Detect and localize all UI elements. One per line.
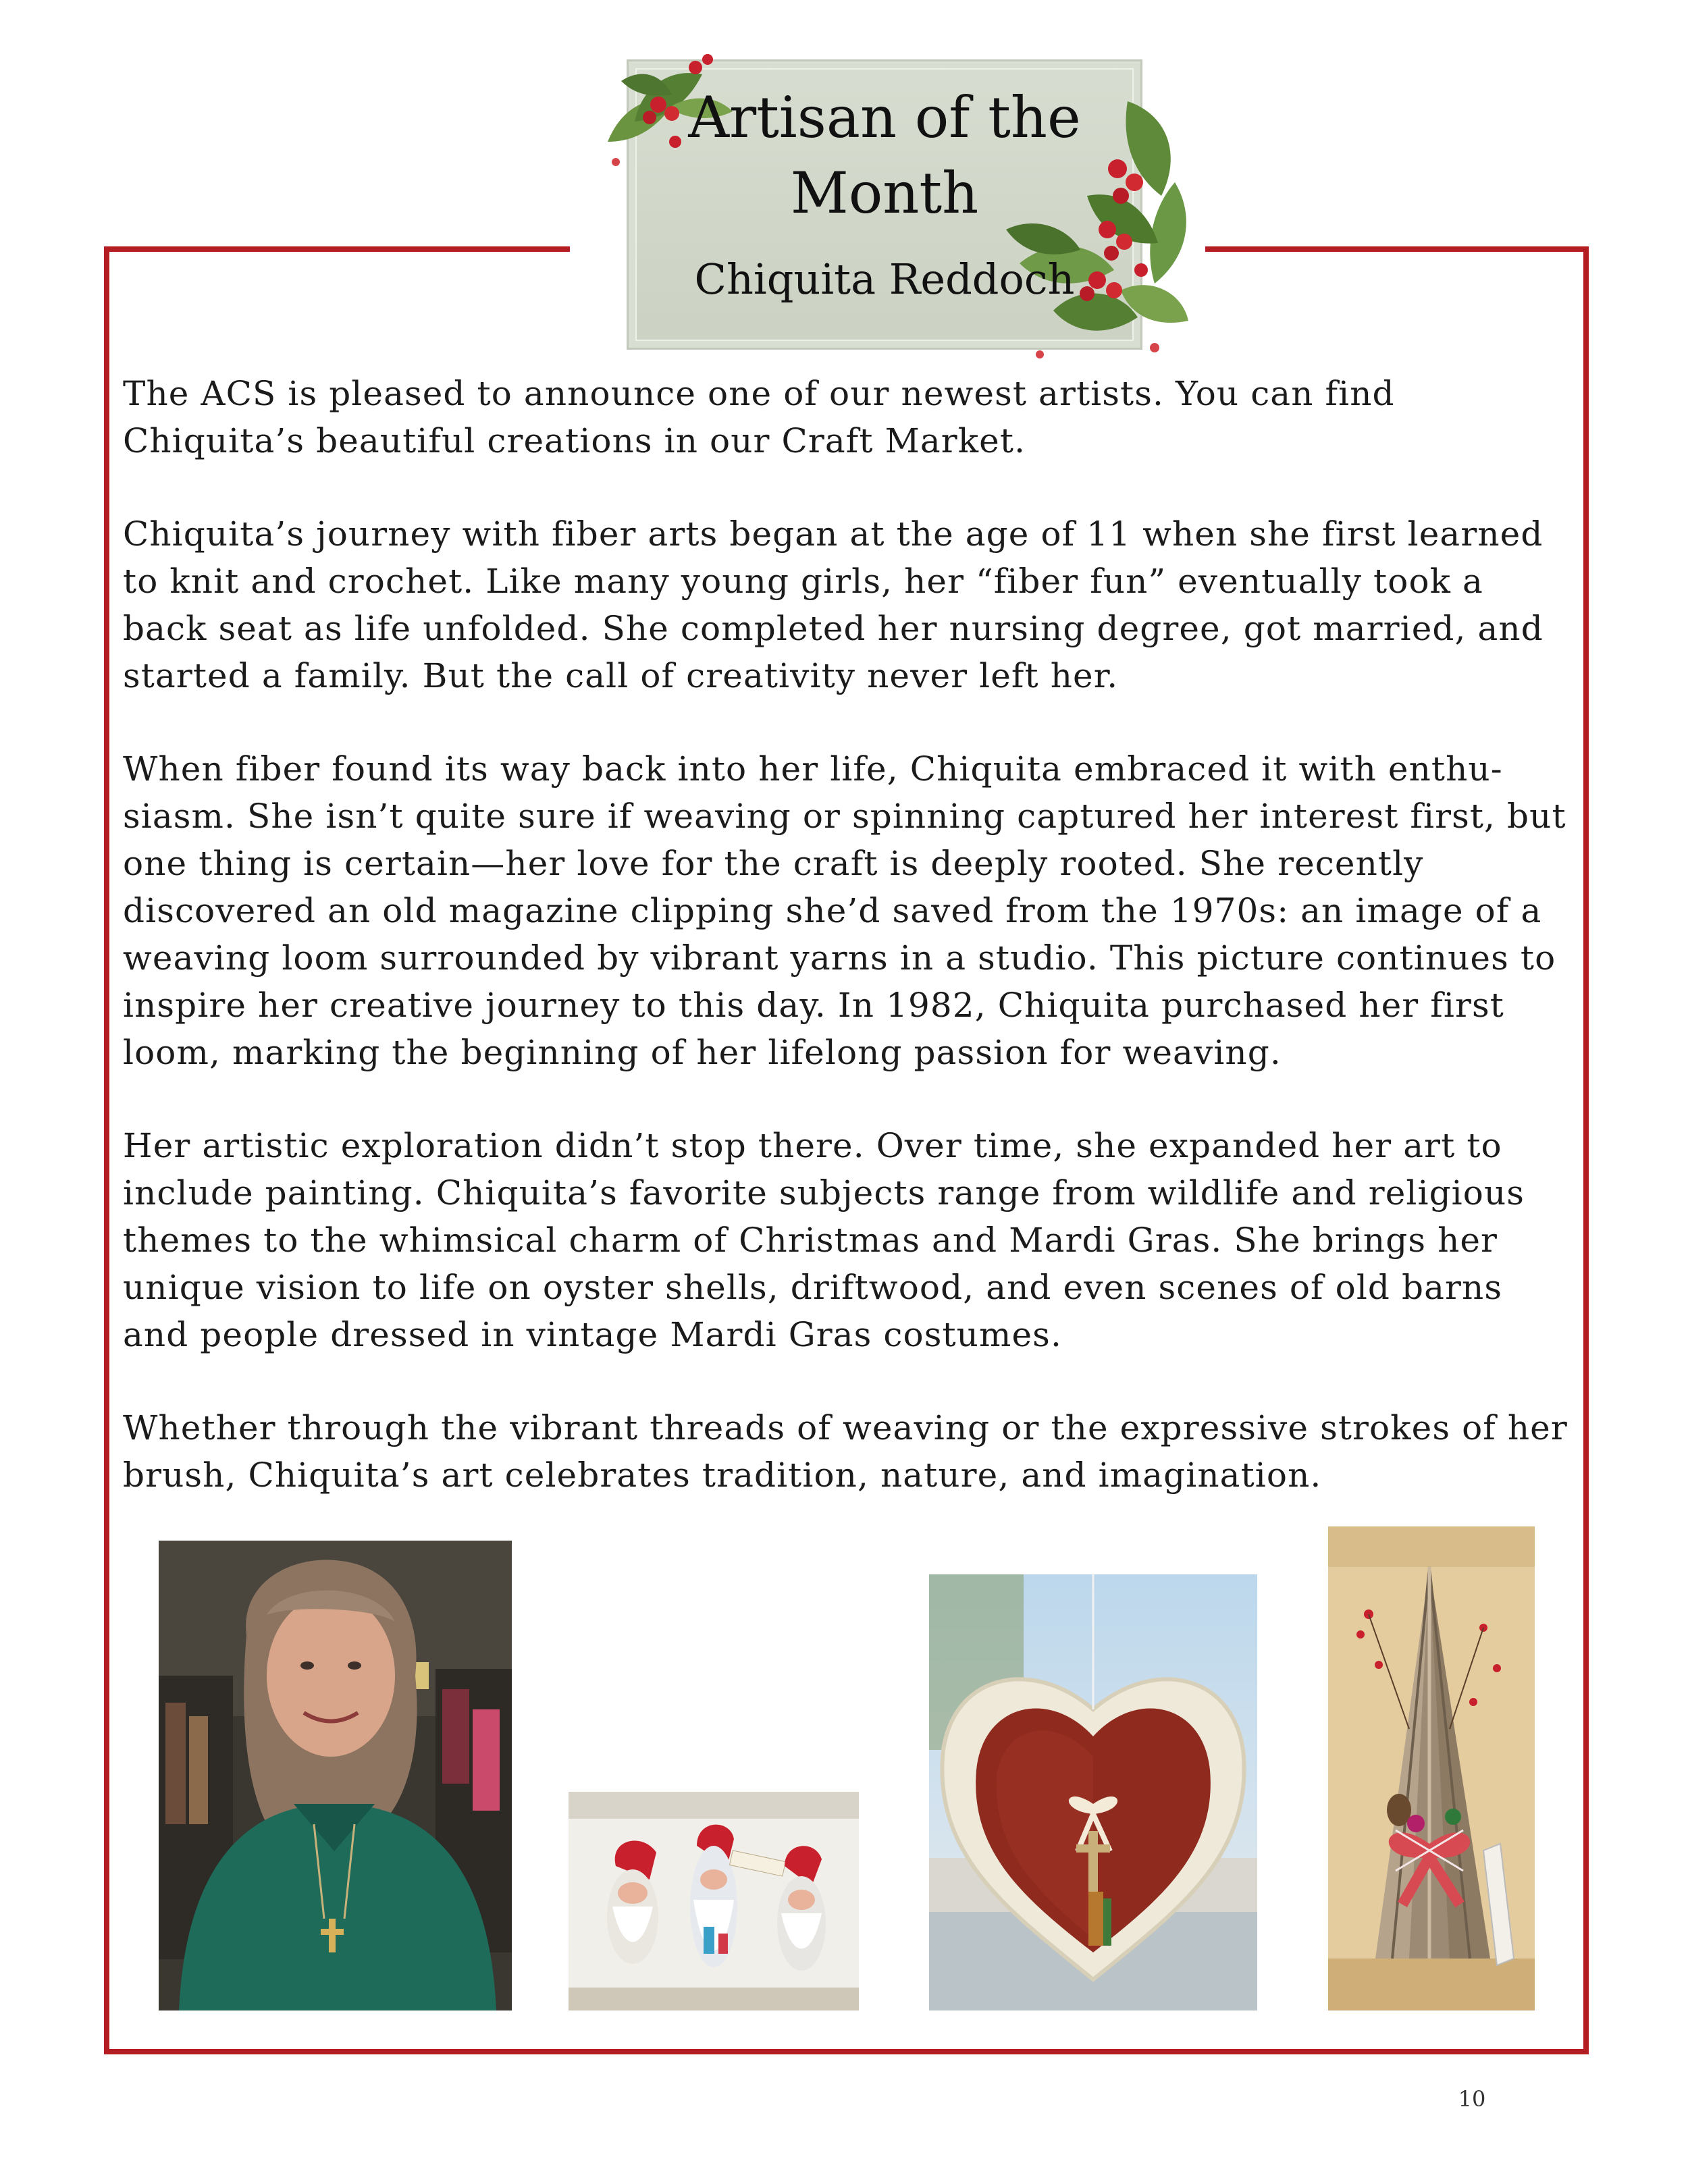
page-title: Artisan of the Month bbox=[688, 84, 1081, 226]
frame-border-top-left bbox=[104, 246, 570, 252]
article-paragraph: Whether through the vibrant threads of weaving or the expressive strokes of her brush, Chiquita’s art celebrates tradition, nature, and imagination. bbox=[123, 1408, 1568, 1495]
frame-border-bottom bbox=[104, 2049, 1589, 2054]
artist-name: Chiquita Reddoch bbox=[694, 255, 1075, 304]
article-paragraph: Chiquita’s journey with fiber arts began at the age of 11 when she first learned to knit and crochet. Like many young girls, her “fiber fun” eventually took a back seat as life unfolded. She completed her nursing degree, got married, and started a family. But the call of creativity never left her. bbox=[123, 514, 1544, 695]
article-paragraph: When fiber found its way back into her life, Chiquita embraced it with enthu-siasm. She isn’t quite sure if weaving or spinning captured her interest first, but one thing is certain—her love for the craft is deeply rooted. She recently discovered an old magazine clipping she’d saved from the 1970s: an image of a weaving loom surrounded by vibrant yarns in a studio. This picture continues to inspire her creative journey to this day. In 1982, Chiquita purchased her first loom, marking the beginning of her lifelong passion for weaving. bbox=[123, 749, 1566, 1072]
article-body bbox=[123, 370, 1575, 1545]
heart-ornament-photo bbox=[929, 1574, 1257, 2010]
article-paragraph: Her artistic exploration didn’t stop there. Over time, she expanded her art to include painting. Chiquita’s favorite subjects range from wildlife and religious themes to the whimsical charm of Christmas and Mardi Gras. She brings her unique vision to life on oyster shells, driftwood, and even scenes of old barns and people dressed in vintage Mardi Gras costumes. bbox=[123, 1126, 1525, 1354]
frame-border-left bbox=[104, 246, 109, 2054]
page-number: 10 bbox=[1458, 2086, 1486, 2112]
santa-ornaments-photo bbox=[569, 1792, 859, 2010]
frame-border-right bbox=[1583, 246, 1589, 2054]
frame-border-top-right bbox=[1205, 246, 1589, 252]
portrait-photo bbox=[159, 1541, 512, 2010]
article-paragraph: The ACS is pleased to announce one of our newest artists. You can find Chiquita’s beautiful creations in our Craft Market. bbox=[123, 374, 1395, 460]
driftwood-tree-photo bbox=[1328, 1526, 1535, 2010]
